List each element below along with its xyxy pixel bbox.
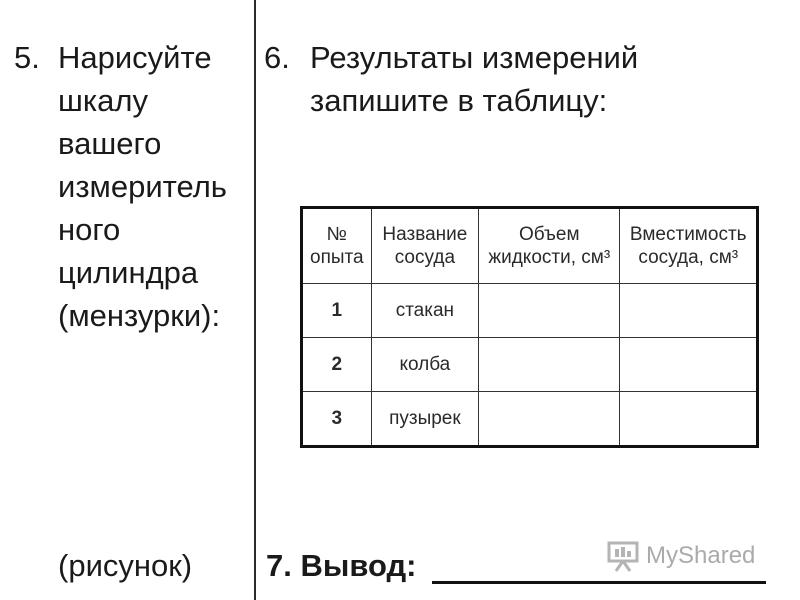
cell-capacity[interactable]	[620, 392, 758, 447]
task-5-line: ного	[58, 212, 121, 247]
vertical-divider	[254, 0, 256, 600]
cell-number: 2	[302, 338, 372, 392]
cell-vessel: пузырек	[371, 392, 478, 447]
task-5-text	[58, 36, 254, 337]
header-vessel-name: Название сосуда	[371, 208, 478, 284]
cell-capacity[interactable]	[620, 284, 758, 338]
watermark-text: MyShared	[646, 542, 756, 569]
task-6-line: Результаты измерений	[310, 40, 639, 75]
cell-capacity[interactable]	[620, 338, 758, 392]
task-6-line: запишите в таблицу:	[310, 83, 608, 118]
task-6-number: 6.	[264, 40, 290, 75]
cell-volume[interactable]	[479, 338, 620, 392]
watermark	[606, 536, 755, 576]
cell-volume[interactable]	[479, 392, 620, 447]
cell-volume[interactable]	[479, 284, 620, 338]
drawing-caption: (рисунок)	[58, 548, 193, 583]
task-5-line: шкалу	[58, 83, 148, 118]
cell-vessel: колба	[371, 338, 478, 392]
task-5-line: цилиндра	[58, 255, 199, 290]
table-header-row	[302, 208, 758, 284]
cell-number: 3	[302, 392, 372, 447]
table-row	[302, 392, 758, 447]
conclusion-answer-line[interactable]	[432, 581, 766, 584]
header-experiment-number: № опыта	[302, 208, 372, 284]
table-row	[302, 338, 758, 392]
table-row	[302, 284, 758, 338]
results-table	[300, 206, 759, 448]
conclusion-label: 7. Вывод:	[266, 548, 417, 583]
task-5-line: (мензурки):	[58, 298, 221, 333]
results-table-wrap	[300, 206, 759, 438]
task-5-line: измеритель	[58, 169, 227, 204]
task-6-text	[310, 36, 780, 122]
task-5-line: Нарисуйте	[58, 40, 212, 75]
presentation-board-icon	[606, 539, 640, 573]
task-5-number: 5.	[14, 40, 40, 75]
header-vessel-capacity: Вместимость сосуда, см³	[620, 208, 758, 284]
header-liquid-volume: Объем жидкости, см³	[479, 208, 620, 284]
cell-number: 1	[302, 284, 372, 338]
cell-vessel: стакан	[371, 284, 478, 338]
task-5-line: вашего	[58, 126, 162, 161]
